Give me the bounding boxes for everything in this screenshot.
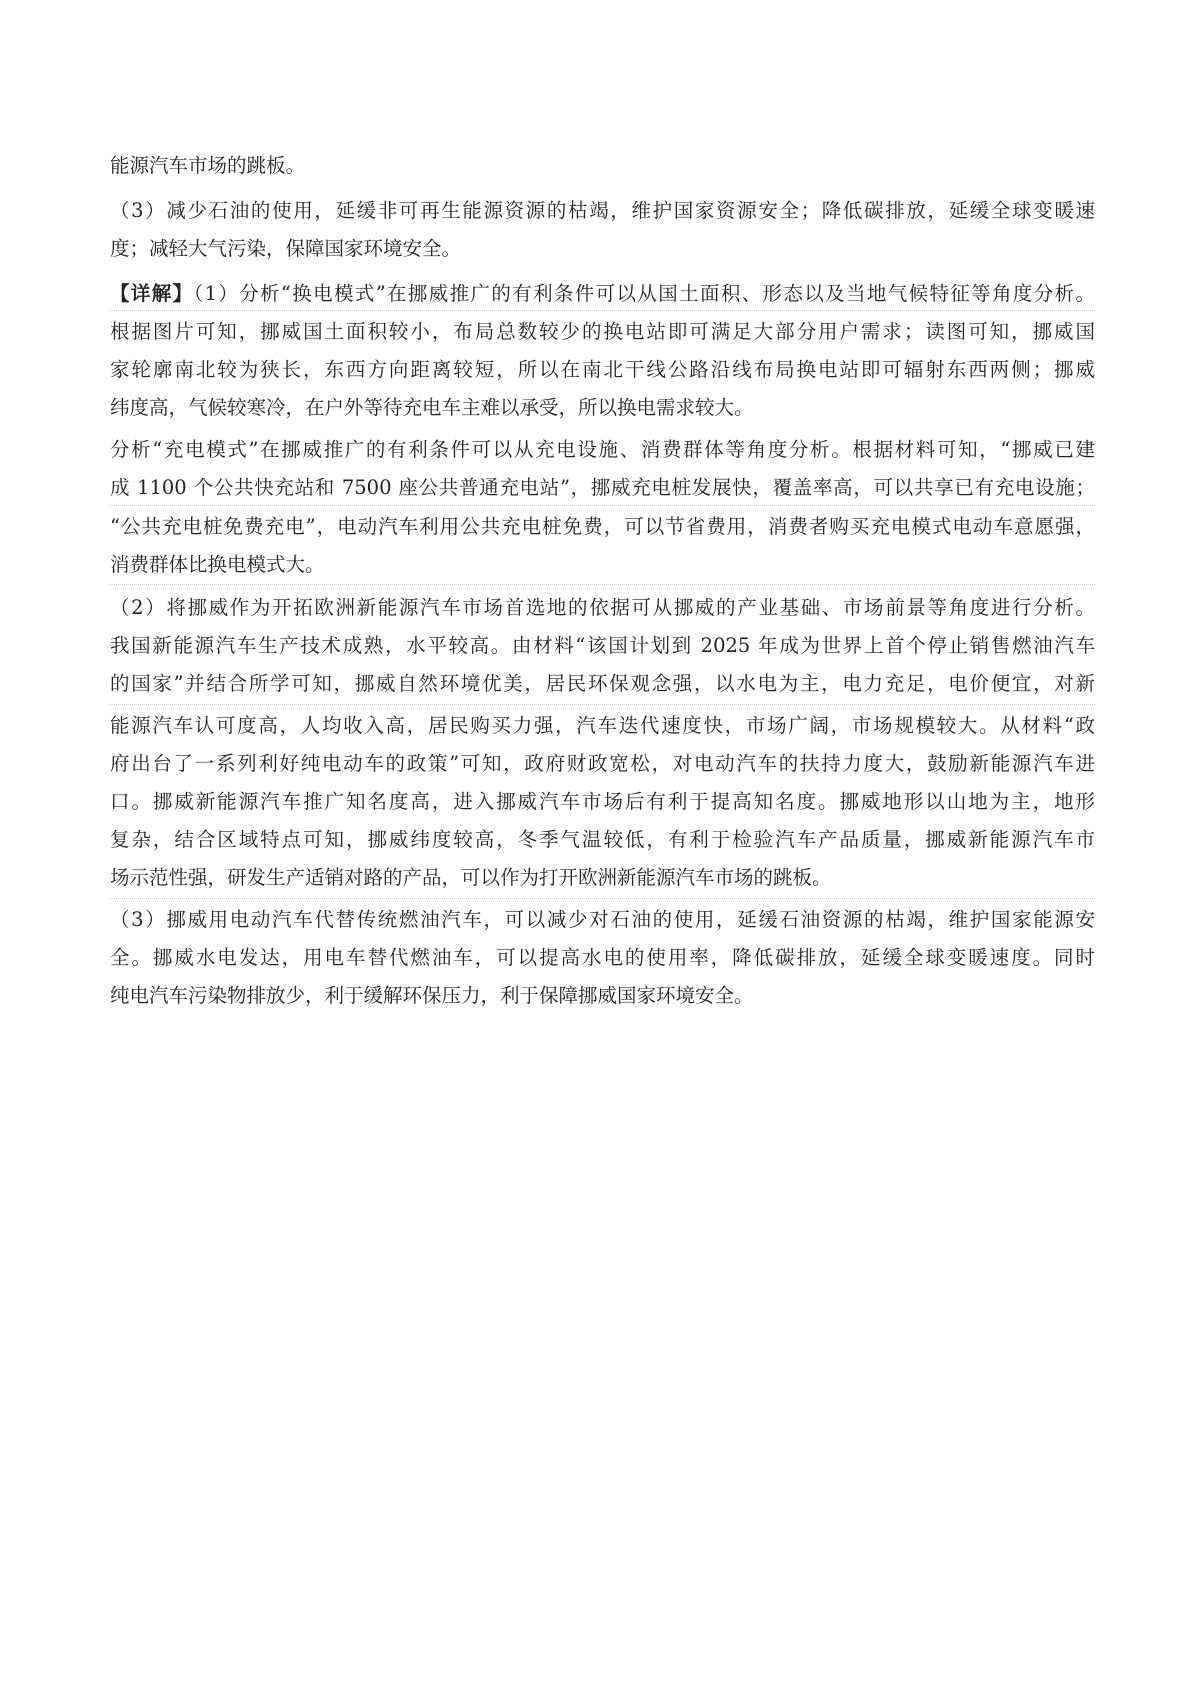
text-line: （2）将挪威作为开拓欧洲新能源汽车市场首选地的依据可从挪威的产业基础、市场前景等角度进行分析。 xyxy=(110,596,1095,619)
text-line: 度；减轻大气污染，保障国家环境安全。 xyxy=(110,237,462,260)
text-line: 我国新能源汽车生产技术成熟，水平较高。由材料“该国计划到 2025 年成为世界上首个停止销售燃油汽车 xyxy=(110,634,1095,657)
text-line xyxy=(110,276,1095,312)
dotted-divider xyxy=(110,310,1095,311)
text-line: 纬度高，气候较寒冷，在户外等待充电车主难以承受，所以换电需求较大。 xyxy=(110,396,754,419)
text-line: （3）减少石油的使用，延缓非可再生能源资源的枯竭，维护国家资源安全；降低碳排放，延缓全球变暖速 xyxy=(110,199,1095,222)
text-line: （3）挪威用电动汽车代替传统燃油汽车，可以减少对石油的使用，延缓石油资源的枯竭，维护国家能源安 xyxy=(110,908,1095,931)
text-line: 府出台了一系列利好纯电动车的政策”可知，政府财政宽松，对电动汽车的扶持力度大，鼓励新能源汽车进 xyxy=(110,752,1095,775)
text-line: 复杂，结合区域特点可知，挪威纬度较高，冬季气温较低，有利于检验汽车产品质量，挪威新能源汽车市 xyxy=(110,828,1095,851)
text-line: “公共充电桩免费充电”，电动汽车利用公共充电桩免费，可以节省费用，消费者购买充电模式电动车意愿强， xyxy=(110,515,1095,538)
text-line: 能源汽车认可度高，人均收入高，居民购买力强，汽车迭代速度快，市场广阔，市场规模较大。从材料“政 xyxy=(110,714,1095,737)
text-line: 纯电汽车污染物排放少，利于缓解环保压力，利于保障挪威国家环境安全。 xyxy=(110,984,754,1007)
detail-text: （1）分析“换电模式”在挪威推广的有利条件可以从国土面积、形态以及当地气候特征等角度分析。 xyxy=(193,282,1095,305)
text-line: 分析“充电模式”在挪威推广的有利条件可以从充电设施、消费群体等角度分析。根据材料可知，“挪威已建 xyxy=(110,438,1095,461)
text-line: 成 1100 个公共快充站和 7500 座公共普通充电站”，挪威充电桩发展快，覆盖率高，可以共享已有充电设施； xyxy=(110,476,1095,499)
text-line: 根据图片可知，挪威国土面积较小，布局总数较少的换电站即可满足大部分用户需求；读图可知，挪威国 xyxy=(110,320,1095,343)
text-line: 的国家”并结合所学可知，挪威自然环境优美，居民环保观念强，以水电为主，电力充足，电价便宜，对新 xyxy=(110,672,1095,695)
text-line: 口。挪威新能源汽车推广知名度高，进入挪威汽车市场后有利于提高知名度。挪威地形以山地为主，地形 xyxy=(110,790,1095,813)
text-line: 家轮廓南北较为狭长，东西方向距离较短，所以在南北干线公路沿线布局换电站即可辐射东西两侧；挪威 xyxy=(110,358,1095,381)
dotted-divider xyxy=(110,505,1095,506)
dotted-divider xyxy=(110,898,1095,899)
text-line: 全。挪威水电发达，用电车替代燃油车，可以提高水电的使用率，降低碳排放，延缓全球变暖速度。同时 xyxy=(110,946,1095,969)
detail-label: 【详解】 xyxy=(110,282,194,305)
text-line: 消费群体比换电模式大。 xyxy=(110,553,325,576)
dotted-divider xyxy=(110,584,1095,585)
text-line: 场示范性强，研发生产适销对路的产品，可以作为打开欧洲新能源汽车市场的跳板。 xyxy=(110,866,832,889)
dotted-divider xyxy=(110,704,1095,705)
text-line: 能源汽车市场的跳板。 xyxy=(110,154,306,177)
